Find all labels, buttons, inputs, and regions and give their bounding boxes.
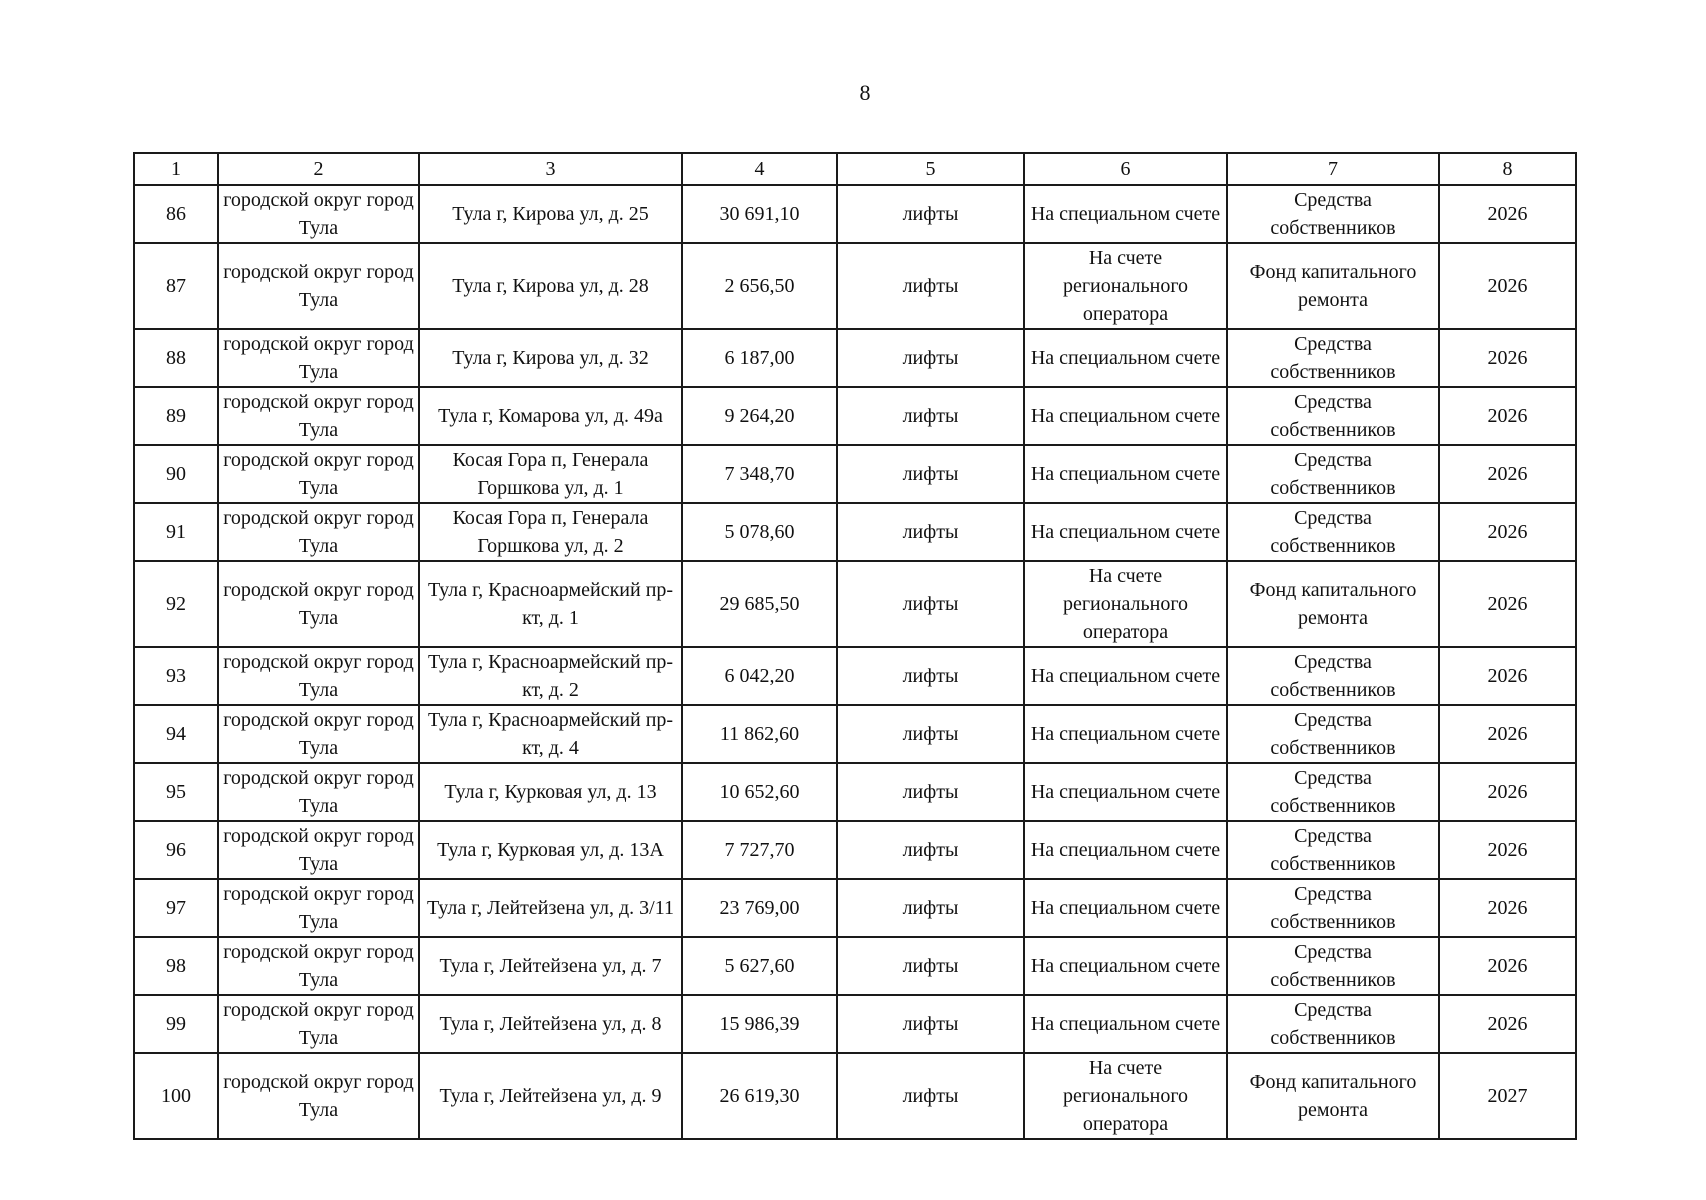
row-number-cell: 86 xyxy=(134,185,218,243)
header-row xyxy=(134,153,1576,185)
account-type-cell: На специальном счете xyxy=(1024,995,1227,1053)
work-type-cell: лифты xyxy=(837,763,1024,821)
row-number-cell: 100 xyxy=(134,1053,218,1139)
municipality-cell: городской округ город Тула xyxy=(218,445,419,503)
funding-source-cell: Средства собственников xyxy=(1227,647,1439,705)
year-cell: 2026 xyxy=(1439,387,1576,445)
account-type-cell: На счете регионального оператора xyxy=(1024,561,1227,647)
funding-source-cell: Средства собственников xyxy=(1227,879,1439,937)
year-cell: 2026 xyxy=(1439,647,1576,705)
funding-source-cell: Средства собственников xyxy=(1227,937,1439,995)
table-row xyxy=(134,185,1576,243)
address-cell: Тула г, Лейтейзена ул, д. 8 xyxy=(419,995,682,1053)
row-number-cell: 99 xyxy=(134,995,218,1053)
account-type-cell: На специальном счете xyxy=(1024,937,1227,995)
row-number-cell: 91 xyxy=(134,503,218,561)
row-number-cell: 96 xyxy=(134,821,218,879)
municipality-cell: городской округ город Тула xyxy=(218,243,419,329)
work-type-cell: лифты xyxy=(837,821,1024,879)
column-header-8: 8 xyxy=(1439,153,1576,185)
address-cell: Тула г, Кирова ул, д. 25 xyxy=(419,185,682,243)
column-header-1: 1 xyxy=(134,153,218,185)
work-type-cell: лифты xyxy=(837,243,1024,329)
work-type-cell: лифты xyxy=(837,995,1024,1053)
repair-schedule-table xyxy=(133,152,1577,1140)
address-cell: Тула г, Лейтейзена ул, д. 3/11 xyxy=(419,879,682,937)
address-cell: Тула г, Курковая ул, д. 13 xyxy=(419,763,682,821)
year-cell: 2026 xyxy=(1439,503,1576,561)
table-row xyxy=(134,763,1576,821)
row-number-cell: 87 xyxy=(134,243,218,329)
work-type-cell: лифты xyxy=(837,937,1024,995)
row-number-cell: 90 xyxy=(134,445,218,503)
funding-source-cell: Средства собственников xyxy=(1227,705,1439,763)
row-number-cell: 88 xyxy=(134,329,218,387)
funding-source-cell: Фонд капитального ремонта xyxy=(1227,561,1439,647)
area-cell: 10 652,60 xyxy=(682,763,837,821)
year-cell: 2026 xyxy=(1439,879,1576,937)
municipality-cell: городской округ город Тула xyxy=(218,763,419,821)
page-number: 8 xyxy=(859,80,871,105)
area-cell: 5 078,60 xyxy=(682,503,837,561)
work-type-cell: лифты xyxy=(837,647,1024,705)
column-header-7: 7 xyxy=(1227,153,1439,185)
account-type-cell: На счете регионального оператора xyxy=(1024,243,1227,329)
work-type-cell: лифты xyxy=(837,705,1024,763)
table-row xyxy=(134,329,1576,387)
account-type-cell: На специальном счете xyxy=(1024,329,1227,387)
area-cell: 7 727,70 xyxy=(682,821,837,879)
address-cell: Тула г, Красноармейский пр-кт, д. 4 xyxy=(419,705,682,763)
area-cell: 6 187,00 xyxy=(682,329,837,387)
funding-source-cell: Средства собственников xyxy=(1227,995,1439,1053)
address-cell: Тула г, Лейтейзена ул, д. 9 xyxy=(419,1053,682,1139)
table-row xyxy=(134,937,1576,995)
column-header-3: 3 xyxy=(419,153,682,185)
row-number-cell: 93 xyxy=(134,647,218,705)
table-row xyxy=(134,503,1576,561)
row-number-cell: 97 xyxy=(134,879,218,937)
area-cell: 29 685,50 xyxy=(682,561,837,647)
area-cell: 23 769,00 xyxy=(682,879,837,937)
account-type-cell: На специальном счете xyxy=(1024,647,1227,705)
row-number-cell: 92 xyxy=(134,561,218,647)
municipality-cell: городской округ город Тула xyxy=(218,821,419,879)
column-header-5: 5 xyxy=(837,153,1024,185)
table-row xyxy=(134,445,1576,503)
account-type-cell: На специальном счете xyxy=(1024,763,1227,821)
address-cell: Тула г, Комарова ул, д. 49а xyxy=(419,387,682,445)
address-cell: Тула г, Курковая ул, д. 13А xyxy=(419,821,682,879)
year-cell: 2026 xyxy=(1439,937,1576,995)
funding-source-cell: Фонд капитального ремонта xyxy=(1227,243,1439,329)
funding-source-cell: Фонд капитального ремонта xyxy=(1227,1053,1439,1139)
account-type-cell: На специальном счете xyxy=(1024,879,1227,937)
address-cell: Тула г, Кирова ул, д. 28 xyxy=(419,243,682,329)
year-cell: 2027 xyxy=(1439,1053,1576,1139)
address-cell: Тула г, Красноармейский пр-кт, д. 1 xyxy=(419,561,682,647)
area-cell: 5 627,60 xyxy=(682,937,837,995)
account-type-cell: На специальном счете xyxy=(1024,705,1227,763)
funding-source-cell: Средства собственников xyxy=(1227,387,1439,445)
address-cell: Косая Гора п, Генерала Горшкова ул, д. 1 xyxy=(419,445,682,503)
table-row xyxy=(134,1053,1576,1139)
municipality-cell: городской округ город Тула xyxy=(218,705,419,763)
year-cell: 2026 xyxy=(1439,445,1576,503)
table-body xyxy=(134,185,1576,1139)
funding-source-cell: Средства собственников xyxy=(1227,445,1439,503)
area-cell: 11 862,60 xyxy=(682,705,837,763)
table-row xyxy=(134,561,1576,647)
area-cell: 9 264,20 xyxy=(682,387,837,445)
work-type-cell: лифты xyxy=(837,503,1024,561)
address-cell: Косая Гора п, Генерала Горшкова ул, д. 2 xyxy=(419,503,682,561)
municipality-cell: городской округ город Тула xyxy=(218,937,419,995)
work-type-cell: лифты xyxy=(837,1053,1024,1139)
funding-source-cell: Средства собственников xyxy=(1227,185,1439,243)
municipality-cell: городской округ город Тула xyxy=(218,1053,419,1139)
row-number-cell: 89 xyxy=(134,387,218,445)
table-row xyxy=(134,243,1576,329)
year-cell: 2026 xyxy=(1439,329,1576,387)
area-cell: 30 691,10 xyxy=(682,185,837,243)
municipality-cell: городской округ город Тула xyxy=(218,185,419,243)
table-row xyxy=(134,995,1576,1053)
funding-source-cell: Средства собственников xyxy=(1227,503,1439,561)
work-type-cell: лифты xyxy=(837,387,1024,445)
row-number-cell: 95 xyxy=(134,763,218,821)
area-cell: 2 656,50 xyxy=(682,243,837,329)
row-number-cell: 98 xyxy=(134,937,218,995)
account-type-cell: На специальном счете xyxy=(1024,185,1227,243)
column-header-2: 2 xyxy=(218,153,419,185)
work-type-cell: лифты xyxy=(837,329,1024,387)
account-type-cell: На специальном счете xyxy=(1024,445,1227,503)
work-type-cell: лифты xyxy=(837,445,1024,503)
table-row xyxy=(134,821,1576,879)
work-type-cell: лифты xyxy=(837,185,1024,243)
address-cell: Тула г, Лейтейзена ул, д. 7 xyxy=(419,937,682,995)
year-cell: 2026 xyxy=(1439,763,1576,821)
year-cell: 2026 xyxy=(1439,995,1576,1053)
year-cell: 2026 xyxy=(1439,561,1576,647)
area-cell: 7 348,70 xyxy=(682,445,837,503)
account-type-cell: На счете регионального оператора xyxy=(1024,1053,1227,1139)
area-cell: 6 042,20 xyxy=(682,647,837,705)
municipality-cell: городской округ город Тула xyxy=(218,561,419,647)
account-type-cell: На специальном счете xyxy=(1024,503,1227,561)
table-row xyxy=(134,387,1576,445)
year-cell: 2026 xyxy=(1439,185,1576,243)
municipality-cell: городской округ город Тула xyxy=(218,647,419,705)
year-cell: 2026 xyxy=(1439,243,1576,329)
funding-source-cell: Средства собственников xyxy=(1227,329,1439,387)
funding-source-cell: Средства собственников xyxy=(1227,763,1439,821)
work-type-cell: лифты xyxy=(837,879,1024,937)
column-header-4: 4 xyxy=(682,153,837,185)
municipality-cell: городской округ город Тула xyxy=(218,995,419,1053)
address-cell: Тула г, Кирова ул, д. 32 xyxy=(419,329,682,387)
area-cell: 15 986,39 xyxy=(682,995,837,1053)
municipality-cell: городской округ город Тула xyxy=(218,879,419,937)
address-cell: Тула г, Красноармейский пр-кт, д. 2 xyxy=(419,647,682,705)
funding-source-cell: Средства собственников xyxy=(1227,821,1439,879)
work-type-cell: лифты xyxy=(837,561,1024,647)
municipality-cell: городской округ город Тула xyxy=(218,329,419,387)
table-row xyxy=(134,705,1576,763)
column-header-6: 6 xyxy=(1024,153,1227,185)
account-type-cell: На специальном счете xyxy=(1024,387,1227,445)
year-cell: 2026 xyxy=(1439,705,1576,763)
table-row xyxy=(134,879,1576,937)
account-type-cell: На специальном счете xyxy=(1024,821,1227,879)
table-row xyxy=(134,647,1576,705)
area-cell: 26 619,30 xyxy=(682,1053,837,1139)
municipality-cell: городской округ город Тула xyxy=(218,503,419,561)
year-cell: 2026 xyxy=(1439,821,1576,879)
municipality-cell: городской округ город Тула xyxy=(218,387,419,445)
row-number-cell: 94 xyxy=(134,705,218,763)
